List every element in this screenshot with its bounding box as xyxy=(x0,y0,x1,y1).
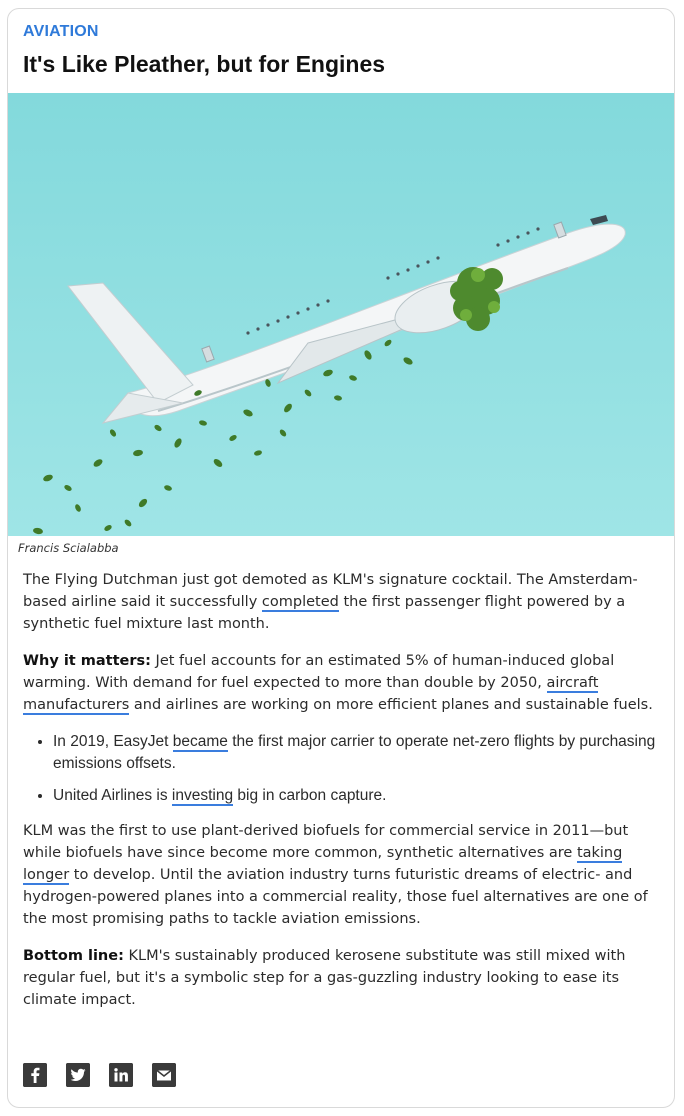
bullet-list xyxy=(23,731,659,807)
paragraph-klm-history xyxy=(23,820,659,930)
airplane xyxy=(68,215,625,423)
linkedin-icon[interactable] xyxy=(109,1063,133,1087)
text: the first passenger flight powered by a synthetic fuel mixture last month. xyxy=(23,594,626,632)
text: to develop. Until the aviation industry turns futuristic dreams of electric- and hydrogen-powered planes into a commercial reality, those fuel alternatives are one of the most promising paths to tackle aviation emissions. xyxy=(23,867,648,927)
list-item xyxy=(53,785,659,807)
paragraph-intro xyxy=(23,569,659,635)
paragraph-why-it-matters xyxy=(23,650,659,716)
article-card xyxy=(7,8,675,1108)
text: KLM's sustainably produced kerosene substitute was still mixed with regular fuel, but it's a symbolic step for a gas-guzzling industry looking to ease its climate impact. xyxy=(23,948,626,1008)
link-taking-longer[interactable]: taking longer xyxy=(23,845,623,883)
email-icon[interactable] xyxy=(152,1063,176,1087)
list-item xyxy=(53,731,659,775)
text: the first major carrier to operate net-zero flights by purchasing emissions offsets. xyxy=(53,733,656,772)
share-bar xyxy=(23,1063,176,1087)
bottom-line-label: Bottom line: xyxy=(23,948,124,964)
text: Jet fuel accounts for an estimated 5% of human-induced global warming. With demand for fuel expected to more than double by 2050, xyxy=(23,653,615,691)
link-completed[interactable]: completed xyxy=(261,594,339,610)
why-it-matters-label: Why it matters: xyxy=(23,653,151,669)
article-body xyxy=(23,569,659,1026)
text: and airlines are working on more efficient planes and sustainable fuels. xyxy=(129,697,653,713)
link-investing[interactable]: investing xyxy=(171,787,234,804)
text: big in carbon capture. xyxy=(233,787,387,804)
text: KLM was the first to use plant-derived biofuels for commercial service in 2011—but while biofuels have since become more common, synthetic alternatives are xyxy=(23,823,629,861)
category-label[interactable]: AVIATION xyxy=(23,23,99,40)
facebook-icon[interactable] xyxy=(23,1063,47,1087)
image-credit: Francis Scialabba xyxy=(18,541,119,555)
text: United Airlines is xyxy=(53,787,172,804)
hero-image xyxy=(8,93,674,536)
airplane-illustration xyxy=(8,93,674,536)
link-became[interactable]: became xyxy=(172,733,228,750)
paragraph-bottom-line xyxy=(23,945,659,1011)
article-headline: It's Like Pleather, but for Engines xyxy=(23,51,386,77)
text: The Flying Dutchman just got demoted as KLM's signature cocktail. The Amsterdam-based airline said it successfully xyxy=(23,572,638,610)
text: In 2019, EasyJet xyxy=(53,733,173,750)
twitter-icon[interactable] xyxy=(66,1063,90,1087)
link-aircraft[interactable]: aircraft xyxy=(546,675,599,691)
link-manufacturers[interactable]: manufacturers xyxy=(23,697,130,713)
